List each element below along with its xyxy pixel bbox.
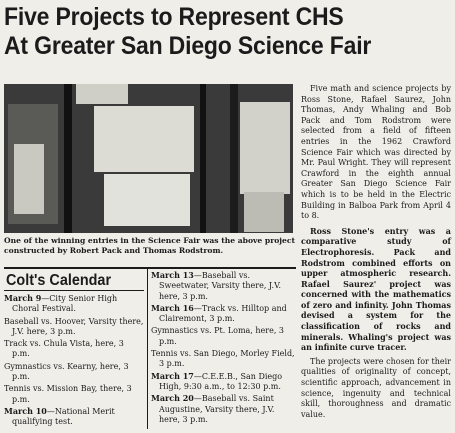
calendar-entry: Track vs. Chula Vista, here, 3 p.m. xyxy=(4,339,124,359)
photo-caption: One of the winning entries in the Science Fair was the above project constructed by Robert Pack and Thomas Rodstrom. xyxy=(4,236,295,255)
calendar-entry: March 17—C.E.E.B., San Diego High, 9:30 a.m., to 12:30 p.m. xyxy=(151,370,283,391)
article-paragraph-2: Ross Stone's entry was a comparative study of Electrophoresis. Pack and Rodstrom combined efforts on upper atmospheric research. Rafael Saurez' project was concerned with the mathematics of zero and infinity. John Thomas devised a system for the classification of rocks and minerals. Whaling's project was an infinite curve tracer. xyxy=(301,225,451,353)
science-fair-photo xyxy=(4,84,293,233)
calendar-entry: March 10—National Merit qualifying test. xyxy=(4,405,115,427)
calendar-entry: Gymnastics vs. Kearny, here, 3 p.m. xyxy=(4,361,129,382)
calendar-title: Colt's Calendar xyxy=(6,272,112,289)
calendar-entry: March 13—Baseball vs. Sweetwater, Varsity there, J.V. here, 3 p.m. xyxy=(151,270,281,301)
calendar-top-rule xyxy=(4,267,296,269)
headline-line-1: Five Projects to Represent CHS xyxy=(4,3,344,31)
article-paragraph-1: Five math and science projects by Ross Stone, Rafael Saurez, John Thomas, Andy Whaling and Bob Pack and Tom Rodstrom were selected from a field of fifteen entries in the 1962 Crawford Science Fair which was directed by Mr. Paul Wright. They will represent Crawford in the eighth annual Greater San Diego Science Fair which is to be held in the Electric Building in Balboa Park from April 4 to 8. xyxy=(301,84,451,221)
headline xyxy=(4,3,415,61)
calendar-column-divider xyxy=(147,269,148,429)
calendar-title-rule xyxy=(4,290,144,291)
article-body xyxy=(301,84,451,424)
calendar-entry: Tennis vs. San Diego, Morley Field, 3 p.m. xyxy=(151,349,295,369)
article-paragraph-3: The projects were chosen for their qualities of originality of concept, scientific approach, advancement in science, ingenuity and technical skill, thoroughness and dramatic value. xyxy=(301,356,451,419)
calendar-entry: Gymnastics vs. Pt. Loma, here, 3 p.m. xyxy=(151,326,285,346)
headline-line-2: At Greater San Diego Science Fair xyxy=(4,32,372,60)
calendar-right-column xyxy=(151,270,297,426)
calendar-entry: March 16—Track vs. Hilltop and Clairemont, 3 p.m. xyxy=(151,302,287,324)
calendar-left-column xyxy=(4,293,144,429)
calendar-entry: Baseball vs. Hoover, Varsity there, J.V. here, 3 p.m. xyxy=(4,316,144,336)
calendar-entry: March 9—City Senior High Choral Festival. xyxy=(4,293,118,314)
calendar-entry: March 20—Baseball vs. Saint Augustine, Varsity there, J.V. here, 3 p.m. xyxy=(151,393,275,424)
calendar-entry: Tennis vs. Mission Bay, there, 3 p.m. xyxy=(4,384,132,404)
